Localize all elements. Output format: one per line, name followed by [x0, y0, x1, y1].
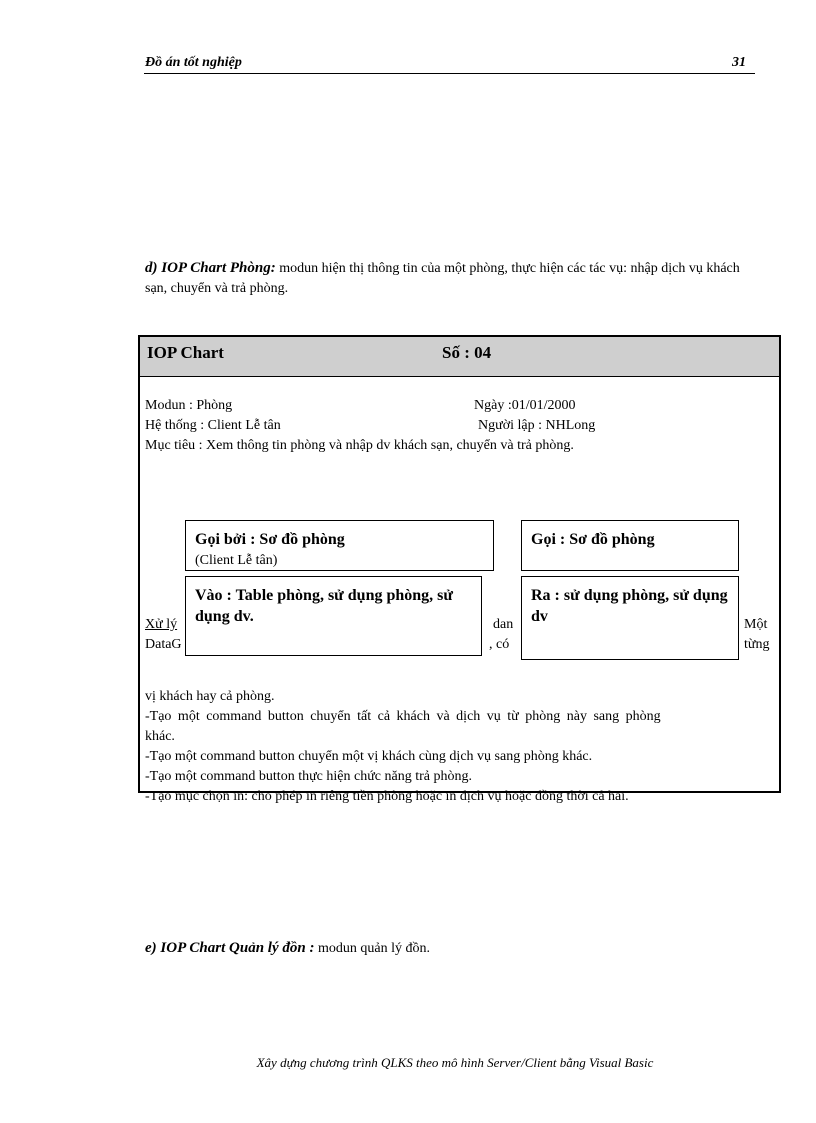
process-line: -Tạo mục chọn in: cho phép in riêng tiền phòng hoặc in dịch vụ hoặc đồng thời cả hai.	[145, 789, 629, 804]
footer	[0, 1055, 816, 1071]
chart-process-lines	[145, 687, 775, 807]
calls-text: Gọi : Sơ đồ phòng	[531, 531, 655, 548]
section-e-text: modun quản lý đồn.	[314, 941, 430, 956]
output-text: Ra : sử dụng phòng, sử dụng dv	[531, 587, 728, 625]
section-d-text: modun hiện thị thông tin của một phòng, thực hiện các tác vụ: nhập dịch vụ khách sạn, chuyển và trả phòng.	[145, 261, 740, 296]
input-box	[185, 576, 482, 656]
iop-chart	[138, 335, 781, 804]
chart-ngay: Ngày :01/01/2000	[474, 398, 576, 413]
fragment-tung: từng	[744, 637, 770, 652]
chart-muc-tieu: Mục tiêu : Xem thông tin phòng và nhập dv khách sạn, chuyển và trả phòng.	[145, 438, 574, 453]
process-line: vị khách hay cả phòng.	[145, 689, 275, 704]
process-line: khác.	[145, 729, 175, 744]
calls-box	[521, 520, 739, 571]
header-title: Đồ án tốt nghiệp	[145, 55, 242, 70]
called-by-text: Gọi bởi : Sơ đồ phòng	[195, 531, 345, 548]
fragment-dan: dan	[493, 617, 514, 632]
header-rule	[144, 73, 755, 74]
footer-text: Xây dựng chương trình QLKS theo mô hình Server/Client bằng Visual Basic	[256, 1055, 654, 1070]
fragment-co: , có	[489, 637, 510, 652]
process-line: -Tạo một command button chuyển một vị khách cùng dịch vụ sang phòng khác.	[145, 749, 593, 764]
fragment-mot: Một	[744, 617, 768, 632]
process-line: -Tạo một command button chuyển tất cả khách và dịch vụ từ phòng này sang phòng	[145, 709, 661, 724]
chart-he-thong: Hệ thống : Client Lễ tân	[145, 418, 281, 433]
called-by-overflow: (Client Lễ tân)	[195, 553, 278, 568]
section-e-heading: e) IOP Chart Quản lý đồn :	[145, 940, 315, 956]
chart-number: Số : 04	[442, 343, 492, 362]
chart-title: IOP Chart	[147, 343, 224, 362]
chart-nguoi-lap: Người lập : NHLong	[478, 418, 596, 433]
input-text: Vào : Table phòng, sử dụng phòng, sử dụng dv.	[195, 587, 453, 625]
section-d-heading: d) IOP Chart Phòng:	[145, 260, 276, 276]
page-number: 31	[732, 55, 746, 70]
xu-ly-fragment: Xử lý	[145, 617, 178, 632]
chart-header	[140, 337, 779, 377]
process-line: -Tạo một command button thực hiện chức năng trả phòng.	[145, 769, 472, 784]
section-e-paragraph	[145, 938, 745, 959]
output-box	[521, 576, 739, 660]
chart-modun: Modun : Phòng	[145, 398, 233, 413]
called-by-box	[185, 520, 494, 571]
fragment-data: DataG	[145, 637, 182, 652]
section-d-paragraph	[145, 258, 745, 299]
